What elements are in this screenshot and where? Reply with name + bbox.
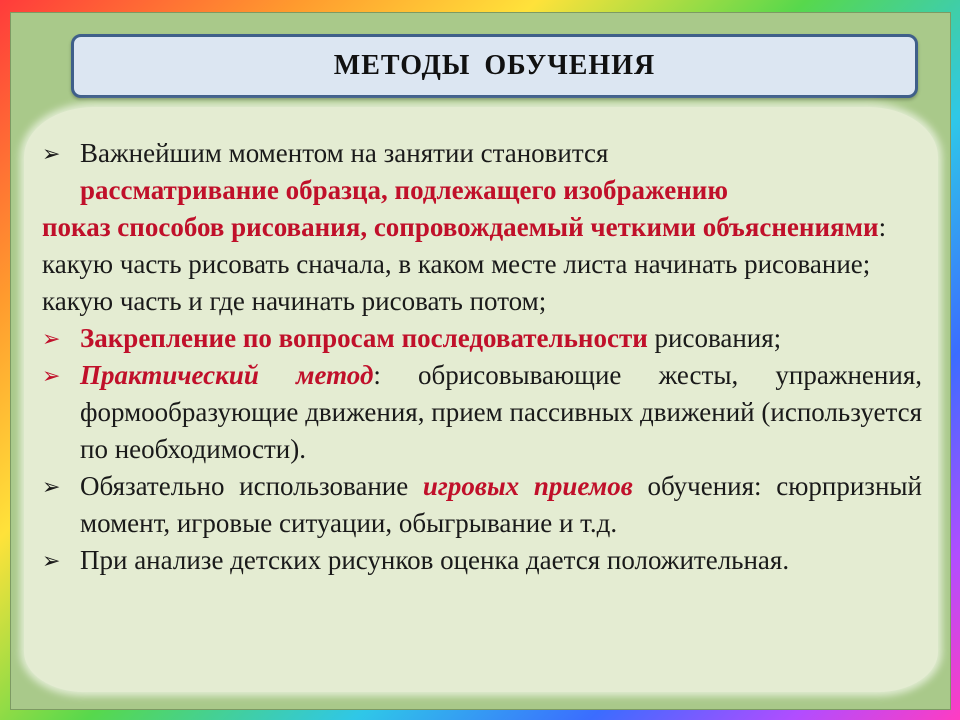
- paragraph: [42, 209, 922, 246]
- item-text: При анализе детских рисунков оценка дается положительная.: [80, 545, 790, 575]
- list-item-body: [80, 135, 922, 209]
- list-item-body: [80, 542, 922, 579]
- page-title: МЕТОДЫ ОБУЧЕНИЯ: [333, 50, 656, 81]
- item-text: какую часть и где начинать рисовать потом;: [42, 286, 547, 316]
- arrow-bullet-icon: ➢: [42, 548, 61, 573]
- arrow-bullet-icon: ➢: [42, 141, 61, 166]
- content-text: [42, 135, 922, 579]
- item-text: обучения: сюрпризный момент, игровые ситуации, обыгрывание и т.д.: [80, 471, 922, 538]
- title-banner: [71, 34, 918, 98]
- list-item-body: [80, 468, 922, 542]
- item-text: какую часть рисовать сначала, в каком месте листа начинать рисование;: [42, 249, 871, 279]
- arrow-bullet-icon: ➢: [42, 326, 61, 351]
- arrow-bullet-icon: ➢: [42, 363, 61, 388]
- list-item: [42, 542, 922, 579]
- item-highlight: Закрепление по вопросам последовательности: [80, 323, 648, 353]
- list-item: [42, 468, 922, 542]
- arrow-bullet-icon: ➢: [42, 474, 61, 499]
- item-highlight: рассматривание образца, подлежащего изображению: [80, 175, 728, 205]
- item-text: : обрисовывающие жесты, упражнения, формообразующие движения, прием пассивных движений (используется по необходимости).: [80, 360, 922, 464]
- item-text: рисования;: [647, 323, 782, 353]
- list-item: [42, 320, 922, 357]
- item-highlight: игровых приемов: [422, 471, 633, 501]
- list-item-body: [80, 320, 922, 357]
- item-text: Обязательно использование: [80, 471, 423, 501]
- list-item-body: [80, 357, 922, 468]
- item-highlight: показ способов рисования, сопровождаемый четкими объяснениями: [42, 212, 879, 242]
- list-item: [42, 357, 922, 468]
- paragraph: [42, 283, 922, 320]
- list-item: [42, 135, 922, 209]
- item-text: Важнейшим моментом на занятии становится: [80, 138, 609, 168]
- item-highlight: Практический метод: [80, 360, 374, 390]
- item-text: :: [878, 212, 887, 242]
- paragraph: [42, 246, 922, 283]
